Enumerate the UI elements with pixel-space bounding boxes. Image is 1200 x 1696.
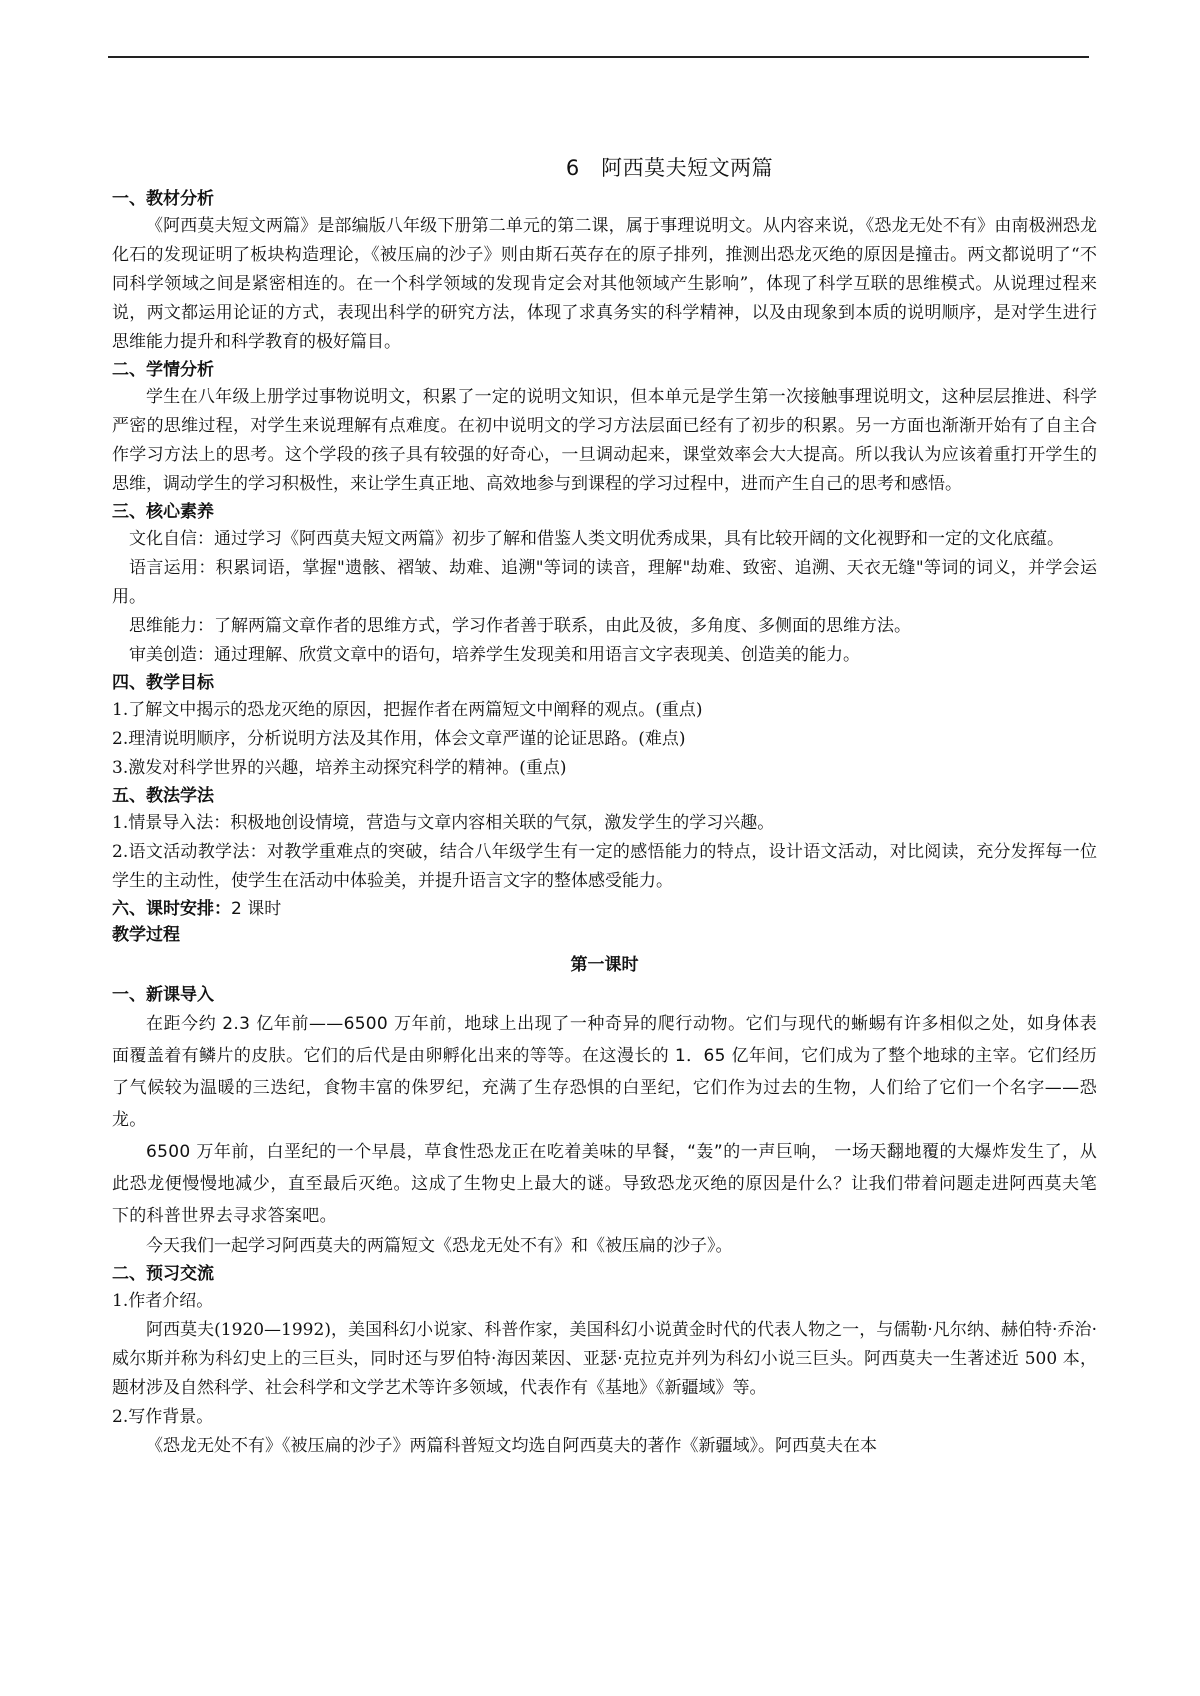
section-heading-teaching-methods: 五、教法学法 [112,786,214,806]
teaching-method-item: 1.情景导入法：积极地创设情境，营造与文章内容相关联的气氛，激发学生的学习兴趣。 [112,813,775,833]
core-literacy-language: 语言运用：积累词语，掌握"遗骸、褶皱、劫难、追溯"等词的读音，理解"劫难、致密、追溯、天衣无缝"等词的词义，并学会运用。 [112,558,1097,607]
schedule-label: 六、课时安排： [112,899,231,919]
teaching-goal-item: 2.理清说明顺序，分析说明方法及其作用，体会文章严谨的论证思路。(难点) [112,729,686,749]
section-heading-teaching-goals: 四、教学目标 [112,673,214,693]
core-literacy-culture: 文化自信：通过学习《阿西莫夫短文两篇》初步了解和借鉴人类文明优秀成果，具有比较开阔的文化视野和一定的文化底蕴。 [129,529,1064,549]
textbook-analysis-paragraph: 《阿西莫夫短文两篇》是部编版八年级下册第二单元的第二课，属于事理说明文。从内容来说，《恐龙无处不有》由南极洲恐龙化石的发现证明了板块构造理论，《被压扁的沙子》则由斯石英存在的原子排列，推测出恐龙灭绝的原因是撞击。两文都说明了“不同科学领域之间是紧密相连的。在一个科学领域的发现肯定会对其他领域产生影响”，体现了科学互联的思维模式。从说理过程来说，两文都运用论证的方式，表现出科学的研究方法，体现了求真务实的科学精神，以及由现象到本质的说明顺序，是对学生进行思维能力提升和科学教育的极好篇目。 [112,216,1097,352]
writing-background-paragraph: 《恐龙无处不有》《被压扁的沙子》两篇科普短文均选自阿西莫夫的著作《新疆域》。阿西莫夫在本 [146,1436,877,1456]
teaching-goal-item: 1.了解文中揭示的恐龙灭绝的原因，把握作者在两篇短文中阐释的观点。(重点) [112,700,703,720]
section-heading-core-literacy: 三、核心素养 [112,502,214,522]
preview-item-author: 1.作者介绍。 [112,1291,214,1311]
teaching-process-heading: 教学过程 [112,925,180,945]
core-literacy-aesthetics: 审美创造：通过理解、欣赏文章中的语句，培养学生发现美和用语言文字表现美、创造美的能力。 [129,645,860,665]
section-heading-schedule [112,896,1097,922]
introduction-paragraph: 6500 万年前，白垩纪的一个早晨，草食性恐龙正在吃着美味的早餐，“轰”的一声巨响， 一场天翻地覆的大爆炸发生了，从此恐龙便慢慢地减少，直至最后灭绝。这成了生物史上最大的谜。导致恐龙灭绝的原因是什么？让我们带着问题走进阿西莫夫笔下的科普世界去寻求答案吧。 [112,1142,1097,1226]
section-heading-introduction: 一、新课导入 [112,985,214,1005]
header-rule [108,56,1089,58]
schedule-value: 2 课时 [231,899,282,919]
document-title: 6 阿西莫夫短文两篇 [565,156,774,180]
author-introduction-paragraph: 阿西莫夫(1920—1992)，美国科幻小说家、科普作家，美国科幻小说黄金时代的代表人物之一，与儒勒·凡尔纳、赫伯特·乔治·威尔斯并称为科幻史上的三巨头，同时还与罗伯特·海因莱因、亚瑟·克拉克并列为科幻小说三巨头。阿西莫夫一生著述近 500 本，题材涉及自然科学、社会科学和文学艺术等许多领域，代表作有《基地》《新疆域》等。 [112,1320,1097,1398]
section-heading-textbook-analysis: 一、教材分析 [112,189,214,209]
section-heading-student-analysis: 二、学情分析 [112,360,214,380]
teaching-method-item: 2.语文活动教学法：对教学重难点的突破，结合八年级学生有一定的感悟能力的特点，设计语文活动，对比阅读，充分发挥每一位学生的主动性，使学生在活动中体验美，并提升语言文字的整体感受能力。 [112,842,1097,891]
lesson-one-title: 第一课时 [570,955,639,975]
introduction-paragraph: 在距今约 2.3 亿年前——6500 万年前，地球上出现了一种奇异的爬行动物。它们与现代的蜥蜴有许多相似之处，如身体表面覆盖着有鳞片的皮肤。它们的后代是由卵孵化出来的等等。在这漫长的 1．65 亿年间，它们成为了整个地球的主宰。它们经历了气候较为温暖的三迭纪，食物丰富的侏罗纪，充满了生存恐惧的白垩纪，它们作为过去的生物，人们给了它们一个名字——恐龙。 [112,1014,1097,1130]
core-literacy-thinking: 思维能力：了解两篇文章作者的思维方式，学习作者善于联系，由此及彼，多角度、多侧面的思维方法。 [129,616,911,636]
preview-item-background: 2.写作背景。 [112,1407,214,1427]
introduction-paragraph: 今天我们一起学习阿西莫夫的两篇短文《恐龙无处不有》和《被压扁的沙子》。 [146,1236,733,1256]
teaching-goal-item: 3.激发对科学世界的兴趣，培养主动探究科学的精神。(重点) [112,758,567,778]
section-heading-preview: 二、预习交流 [112,1264,214,1284]
student-analysis-paragraph: 学生在八年级上册学过事物说明文，积累了一定的说明文知识，但本单元是学生第一次接触事理说明文，这种层层推进、科学严密的思维过程，对学生来说理解有点难度。在初中说明文的学习方法层面已经有了初步的积累。另一方面也渐渐开始有了自主合作学习方法上的思考。这个学段的孩子具有较强的好奇心，一旦调动起来，课堂效率会大大提高。所以我认为应该着重打开学生的思维，调动学生的学习积极性，来让学生真正地、高效地参与到课程的学习过程中，进而产生自己的思考和感悟。 [112,387,1097,494]
document-page [112,150,1097,1461]
